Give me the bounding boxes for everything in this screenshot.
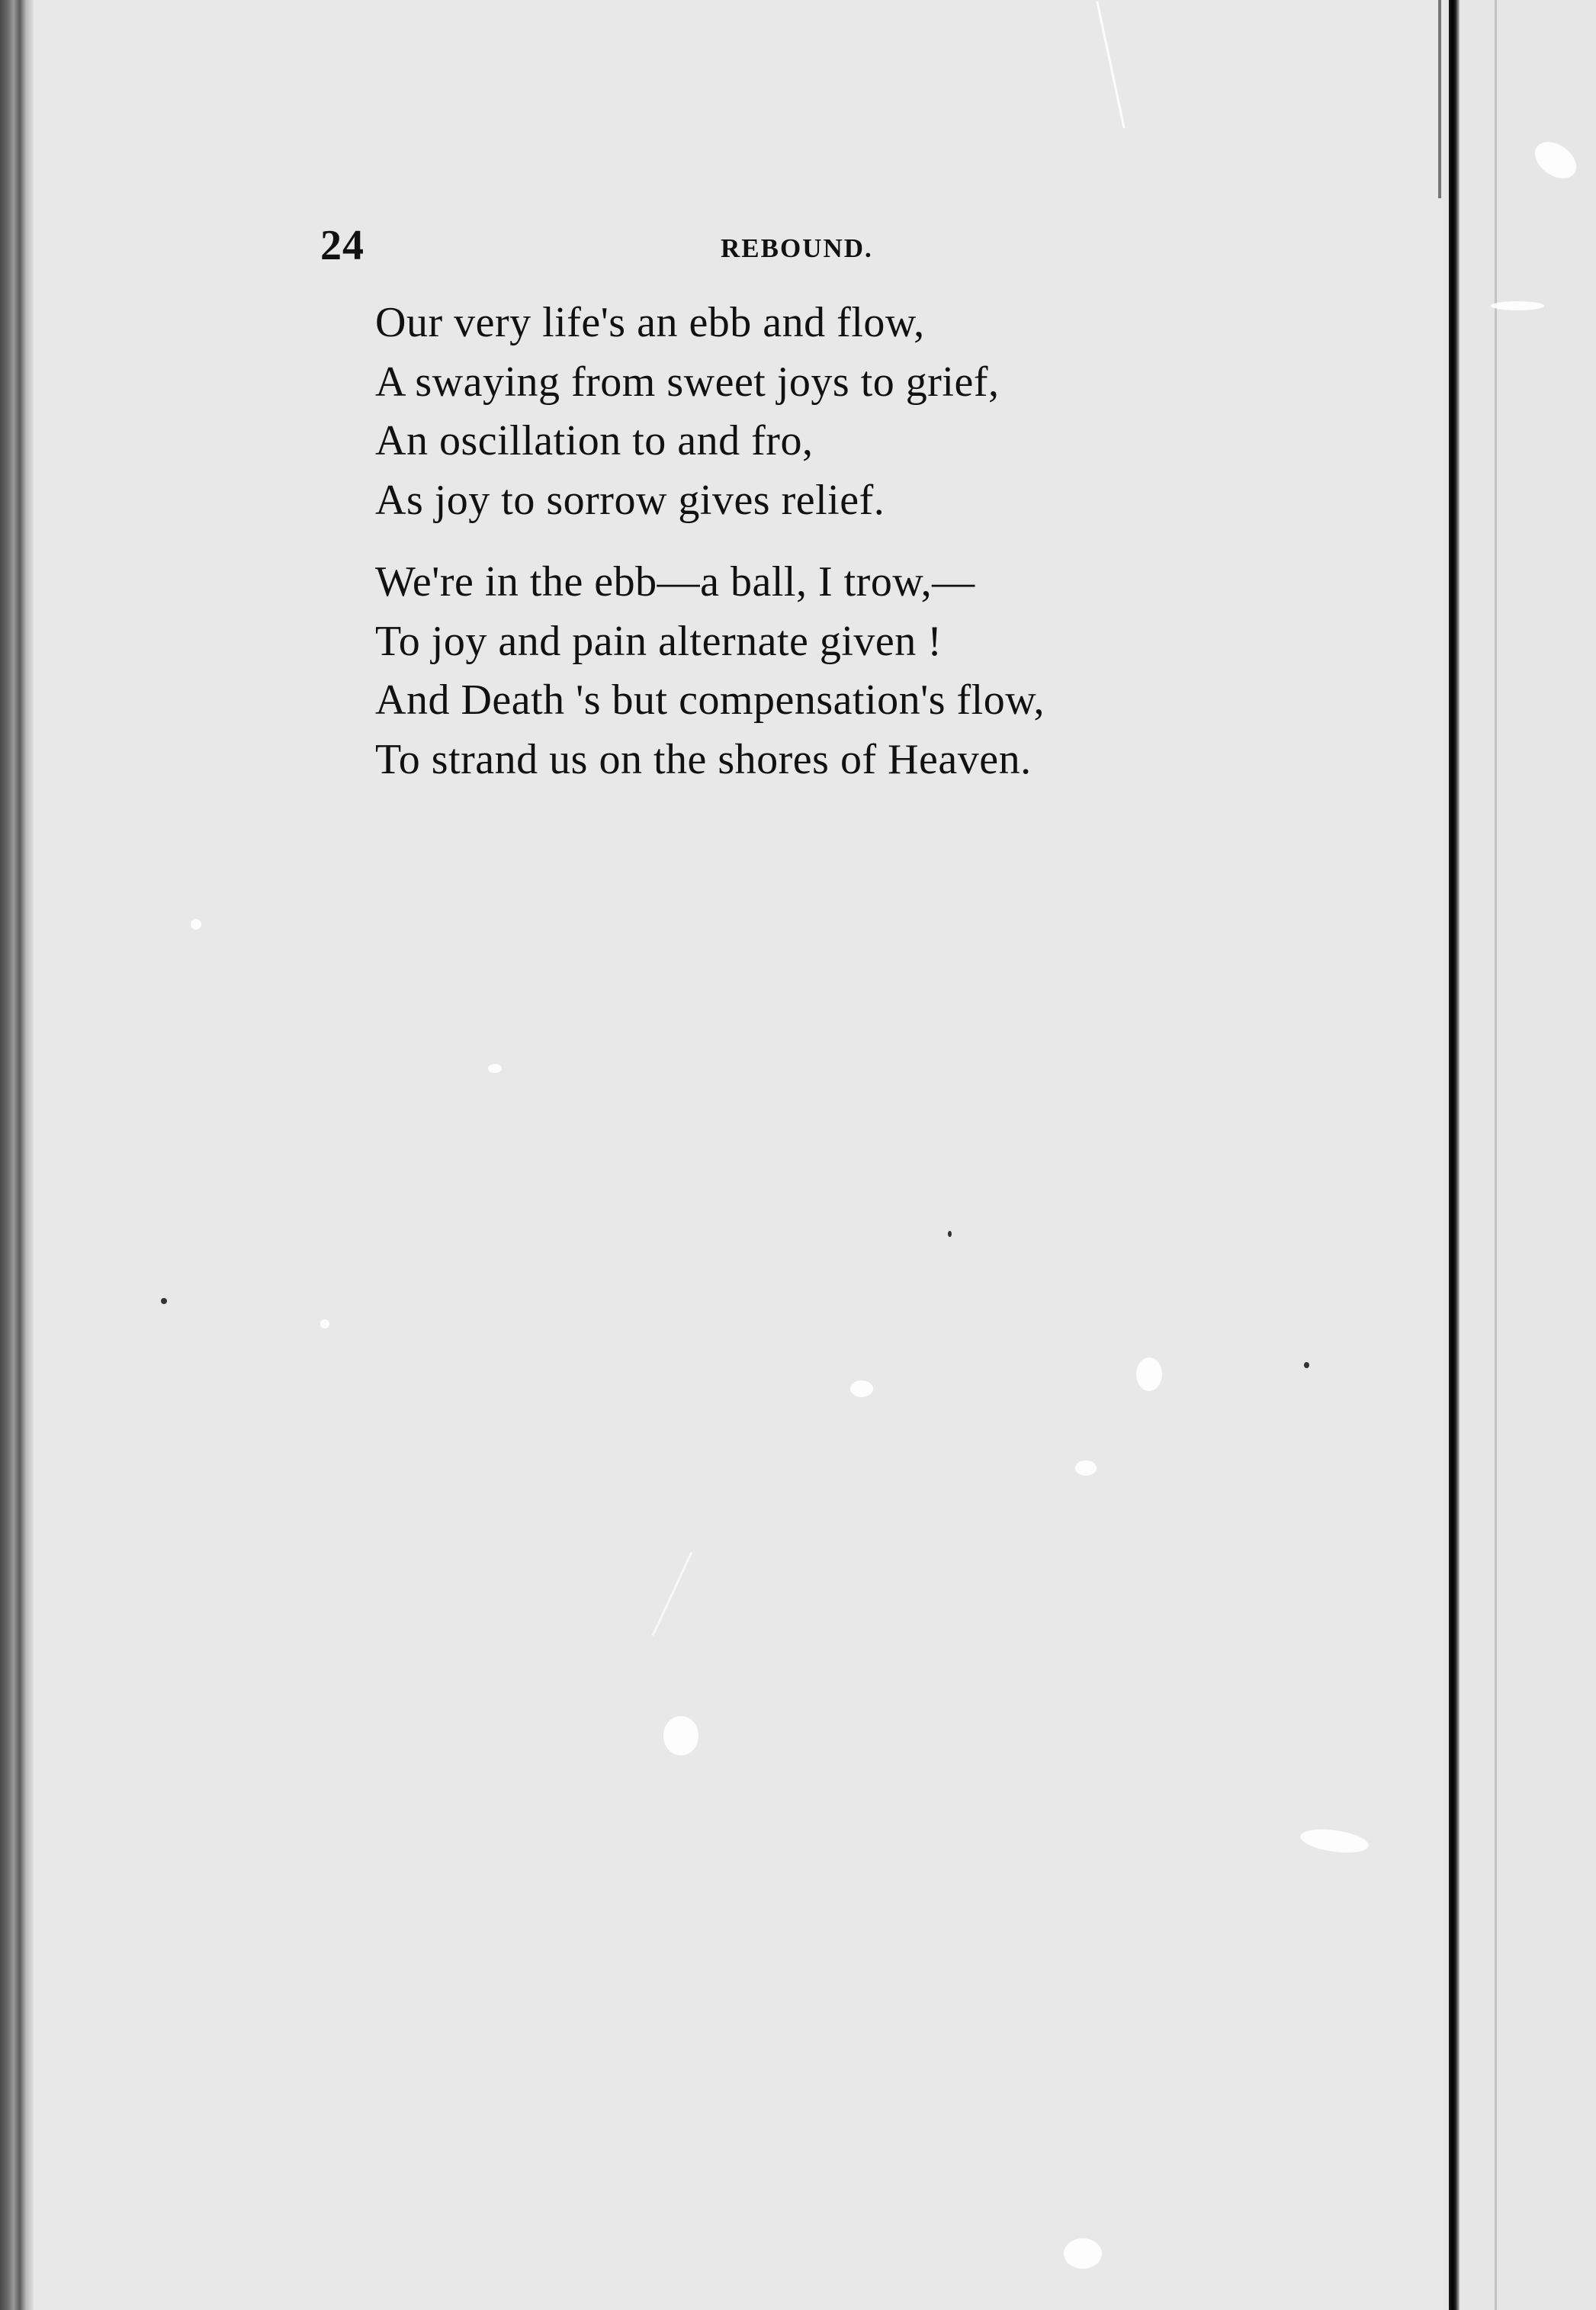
scan-speck: [1136, 1357, 1162, 1391]
scan-speck: [850, 1380, 873, 1397]
stanza: [375, 553, 1290, 789]
page-number: 24: [320, 222, 364, 269]
page-header: [320, 221, 907, 275]
scan-speck: [488, 1064, 502, 1073]
verse-line: A swaying from sweet joys to grief,: [375, 358, 1000, 406]
verse-line: To strand us on the shores of Heaven.: [375, 735, 1032, 783]
verse-line: And Death 's but compensation's flow,: [375, 676, 1045, 724]
page-gutter: [1445, 0, 1596, 2310]
verse-line: Our very life's an ebb and flow,: [375, 299, 925, 346]
stanza: [375, 294, 1290, 530]
book-binding-edge: [0, 0, 34, 2310]
verse-line: An oscillation to and fro,: [375, 417, 814, 464]
scan-speck: [320, 1319, 329, 1328]
scan-speck: [1075, 1460, 1097, 1476]
gutter-shadow: [1438, 0, 1441, 198]
running-title: REBOUND.: [721, 233, 873, 263]
verse-line: We're in the ebb—a ball, I trow,—: [375, 558, 975, 606]
scan-speck: [191, 919, 201, 930]
verse-line: As joy to sorrow gives relief.: [375, 476, 885, 524]
scan-speck: [1491, 301, 1544, 310]
scan-speck: [1064, 2238, 1102, 2269]
verse-line: To joy and pain alternate given !: [375, 617, 943, 665]
ink-dot: [948, 1231, 952, 1237]
scan-scratch: [1096, 2, 1125, 129]
next-page-edge: [1495, 0, 1497, 2310]
scan-scratch: [652, 1552, 692, 1636]
scan-speck: [1299, 1826, 1370, 1856]
ink-dot: [161, 1298, 167, 1304]
poem-body: [375, 294, 1290, 789]
ink-dot: [1304, 1362, 1309, 1368]
scan-speck: [663, 1716, 698, 1756]
page-edge-line: [1449, 0, 1460, 2310]
